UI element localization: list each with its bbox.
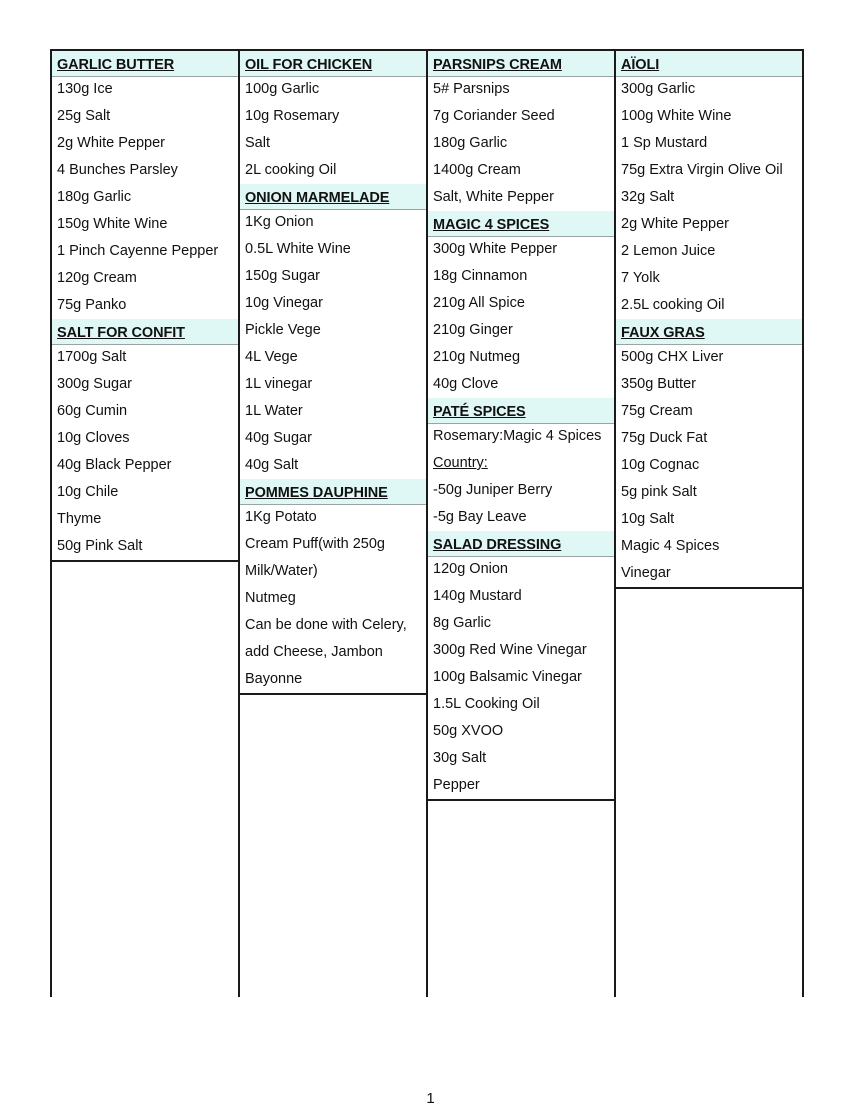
recipe-section (428, 531, 614, 801)
ingredient-line: -5g Bay Leave (433, 509, 527, 525)
ingredient-line: 40g Clove (433, 376, 499, 392)
ingredient-line: 300g Garlic (621, 81, 696, 97)
ingredient-line: Pickle Vege (245, 322, 321, 338)
ingredient-line: 30g Salt (433, 750, 487, 766)
ingredient-line: 180g Garlic (57, 189, 132, 205)
ingredient-line: 75g Cream (621, 403, 693, 419)
ingredient-line: 10g Cognac (621, 457, 700, 473)
ingredient-line: 50g Pink Salt (57, 538, 143, 554)
ingredient-line: 5# Parsnips (433, 81, 510, 97)
recipe-section (52, 51, 238, 321)
recipe-section (240, 51, 426, 186)
ingredient-line: 50g XVOO (433, 723, 504, 739)
ingredient-line: Nutmeg (245, 590, 296, 606)
recipe-column-4 (614, 51, 804, 997)
ingredient-line: 75g Extra Virgin Olive Oil (621, 162, 783, 178)
recipe-title: AÏOLI (616, 51, 802, 77)
recipe-section (428, 211, 614, 400)
recipe-title: PATÉ SPICES (428, 398, 614, 424)
ingredient-line: 180g Garlic (433, 135, 508, 151)
ingredient-line: 18g Cinnamon (433, 268, 528, 284)
ingredient-line: 150g White Wine (57, 216, 168, 232)
recipe-title: OIL FOR CHICKEN (240, 51, 426, 77)
ingredient-line: 25g Salt (57, 108, 111, 124)
ingredient-line: 1L vinegar (245, 376, 313, 392)
recipe-section (616, 319, 802, 589)
ingredient-line: 10g Cloves (57, 430, 130, 446)
ingredient-line: 2 Lemon Juice (621, 243, 716, 259)
ingredient-line: -50g Juniper Berry (433, 482, 553, 498)
ingredient-line: 1Kg Onion (245, 214, 314, 230)
ingredient-line: Milk/Water) (245, 563, 318, 579)
ingredient-line: Salt (245, 135, 270, 151)
ingredient-line: 1 Sp Mustard (621, 135, 708, 151)
page-number: 1 (426, 1090, 435, 1107)
ingredient-line: 210g Nutmeg (433, 349, 521, 365)
ingredient-line: 1 Pinch Cayenne Pepper (57, 243, 219, 259)
ingredient-line: 130g Ice (57, 81, 113, 97)
ingredient-line: 4L Vege (245, 349, 298, 365)
recipe-section (52, 319, 238, 562)
recipe-title: MAGIC 4 SPICES (428, 211, 614, 237)
ingredient-line: 120g Cream (57, 270, 137, 286)
ingredient-line: 300g Red Wine Vinegar (433, 642, 587, 658)
ingredient-line: 100g Balsamic Vinegar (433, 669, 582, 685)
ingredient-line: add Cheese, Jambon (245, 644, 383, 660)
ingredient-line: 120g Onion (433, 561, 508, 577)
recipe-column-1 (50, 51, 238, 997)
ingredient-line: 10g Rosemary (245, 108, 340, 124)
recipe-title: SALT FOR CONFIT (52, 319, 238, 345)
recipe-title: SALAD DRESSING (428, 531, 614, 557)
ingredient-line: 40g Salt (245, 457, 299, 473)
ingredient-line: 10g Vinegar (245, 295, 323, 311)
ingredient-line: 7g Coriander Seed (433, 108, 555, 124)
ingredient-line: 5g pink Salt (621, 484, 697, 500)
ingredient-line: 2g White Pepper (57, 135, 166, 151)
ingredient-line: 1Kg Potato (245, 509, 317, 525)
ingredient-line: Bayonne (245, 671, 303, 687)
ingredient-line: 2.5L cooking Oil (621, 297, 725, 313)
ingredient-line: 75g Panko (57, 297, 127, 313)
ingredient-line: 40g Sugar (245, 430, 312, 446)
ingredient-line: Can be done with Celery, (245, 617, 407, 633)
recipe-title: POMMES DAUPHINE (240, 479, 426, 505)
recipe-title: PARSNIPS CREAM (428, 51, 614, 77)
ingredient-line: Cream Puff(with 250g (245, 536, 385, 552)
ingredient-line: 300g White Pepper (433, 241, 558, 257)
ingredient-line: 140g Mustard (433, 588, 522, 604)
ingredient-line: Vinegar (621, 565, 671, 581)
ingredient-line: 100g Garlic (245, 81, 320, 97)
recipe-table (50, 49, 804, 997)
recipe-title: GARLIC BUTTER (52, 51, 238, 77)
ingredient-line: 1L Water (245, 403, 303, 419)
ingredient-line: 0.5L White Wine (245, 241, 351, 257)
ingredient-line: 2L cooking Oil (245, 162, 337, 178)
recipe-title: FAUX GRAS (616, 319, 802, 345)
ingredient-line: 8g Garlic (433, 615, 492, 631)
ingredient-line: Rosemary:Magic 4 Spices (433, 428, 602, 444)
ingredient-line: 7 Yolk (621, 270, 660, 286)
recipe-section (428, 51, 614, 213)
ingredient-line: Thyme (57, 511, 102, 527)
ingredient-line: 210g All Spice (433, 295, 525, 311)
ingredient-line: 4 Bunches Parsley (57, 162, 178, 178)
recipe-section (240, 184, 426, 481)
ingredient-line: Magic 4 Spices (621, 538, 720, 554)
ingredient-line: 1700g Salt (57, 349, 127, 365)
ingredient-line: 210g Ginger (433, 322, 513, 338)
ingredient-line: Salt, White Pepper (433, 189, 554, 205)
recipe-section (240, 479, 426, 695)
ingredient-line: Country: (433, 455, 488, 471)
ingredient-line: 350g Butter (621, 376, 696, 392)
recipe-section (616, 51, 802, 321)
ingredient-line: 10g Salt (621, 511, 675, 527)
ingredient-line: 2g White Pepper (621, 216, 730, 232)
ingredient-line: 32g Salt (621, 189, 675, 205)
ingredient-line: 300g Sugar (57, 376, 132, 392)
ingredient-line: 150g Sugar (245, 268, 320, 284)
recipe-column-2 (238, 51, 426, 997)
ingredient-line: 60g Cumin (57, 403, 128, 419)
recipe-title: ONION MARMELADE (240, 184, 426, 210)
ingredient-line: 40g Black Pepper (57, 457, 172, 473)
recipe-section (428, 398, 614, 533)
ingredient-line: Pepper (433, 777, 480, 793)
ingredient-line: 1400g Cream (433, 162, 521, 178)
ingredient-line: 10g Chile (57, 484, 119, 500)
ingredient-line: 75g Duck Fat (621, 430, 708, 446)
ingredient-line: 500g CHX Liver (621, 349, 724, 365)
recipe-column-3 (426, 51, 614, 997)
ingredient-line: 100g White Wine (621, 108, 732, 124)
ingredient-line: 1.5L Cooking Oil (433, 696, 540, 712)
